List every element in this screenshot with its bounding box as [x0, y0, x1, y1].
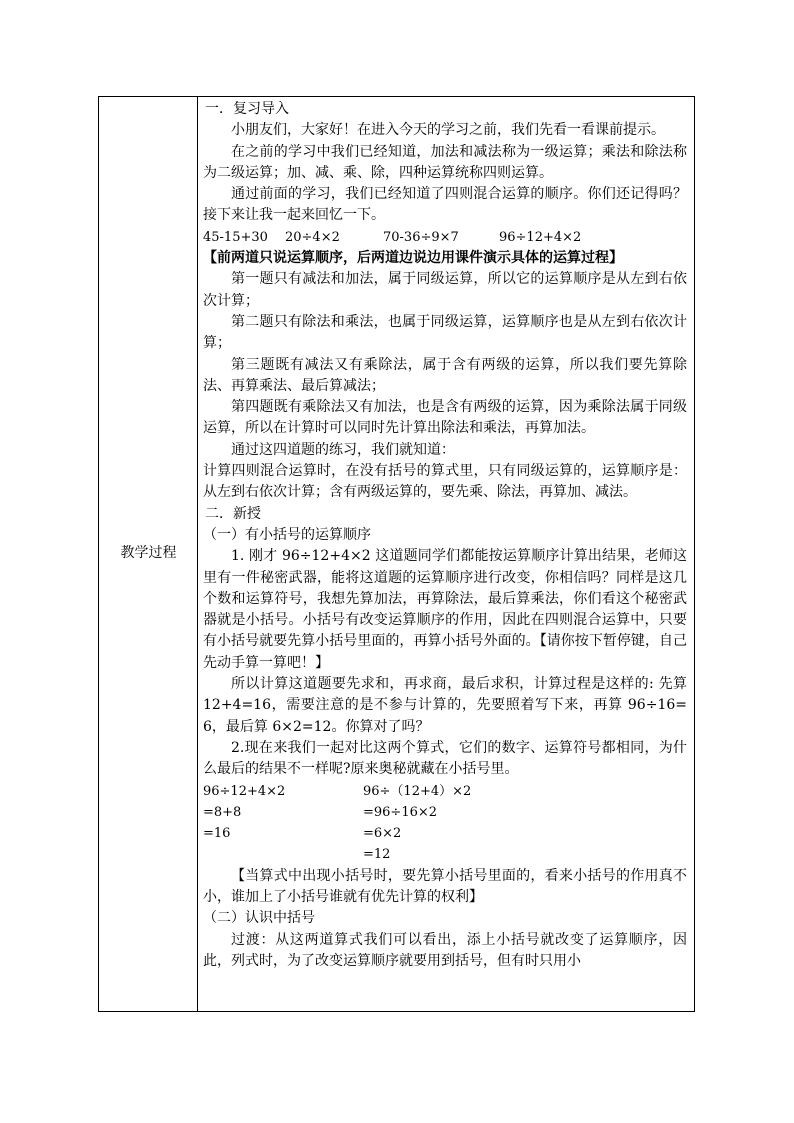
calc-step-left: =8+8 [203, 804, 242, 820]
calc-row [203, 802, 687, 823]
paragraph: 第二题只有除法和乘法，也属于同级运算，运算顺序也是从左到右依次计算； [203, 313, 687, 352]
calc-row [203, 781, 687, 802]
calc-step-right: =96÷16×2 [363, 804, 438, 820]
calc-step-left: =16 [203, 826, 231, 842]
paragraph: 所以计算这道题要先求和，再求商，最后求积，计算过程是这样的: 先算 12+4=16，需要注意的是不参与计算的，先要照着写下来，再算 96÷16=6，最后算 6×2=12。你算对了吗？ [203, 676, 687, 735]
paragraph: 过渡：从这两道算式我们可以看出，添上小括号就改变了运算顺序，因此，列式时，为了改变运算顺序就要用到括号，但有时只用小 [203, 931, 687, 969]
paragraph: 第四题既有乘除法又有加法，也是含有两级的运算，因为乘除法属于同级运算，所以在计算时可以同时先计算出除法和乘法，再算加法。 [203, 399, 687, 437]
content-cell [203, 99, 687, 972]
paragraph: 计算四则混合运算时，在没有括号的算式里，只有同级运算的，运算顺序是：从左到右依次计算；含有两级运算的，要先乘、除法，再算加、减法。 [203, 463, 687, 501]
review-section [203, 99, 687, 227]
label-cell [99, 97, 198, 1011]
calc-step-right: 96÷（12+4）×2 [363, 783, 472, 799]
paragraph: （二）认识中括号 [203, 910, 315, 927]
paragraph: 小朋友们，大家好！在进入今天的学习之前，我们先看一看课前提示。 [231, 122, 665, 139]
calc-step-right: =12 [363, 847, 391, 863]
paragraph: 通过前面的学习，我们已经知道了四则混合运算的顺序。你们还记得吗？接下来让我一起来回忆一下。 [203, 186, 687, 224]
bracket-section [203, 866, 687, 972]
calc-step-left [203, 844, 363, 865]
calc-step-right: =6×2 [363, 826, 402, 842]
paragraph: 1. 刚才 96÷12+4×2 这道题同学们都能按运算顺序计算出结果，老师这里有一件秘密武器，能将这道题的运算顺序进行改变，你相信吗？同样是这几个数和运算符号，我想先算加法，再算除法，最后算乘法，你们看这个秘密武器就是小括号。小括号有改变运算顺序的作用，因此在四则混合运算中，只要有小括号就要先算小括号里面的，再算小括号外面的。【请你按下暂停键，自己先动手算一算吧！】 [203, 548, 687, 671]
section-label: 教学过程 [120, 545, 177, 561]
review-expr: 45-15+30 [203, 229, 268, 245]
paragraph: 2.现在来我们一起对比这两个算式，它们的数字、运算符号都相同，为什么最后的结果不一样呢?原来奥秘就藏在小括号里。 [203, 739, 687, 778]
paragraph: 【当算式中出现小括号时，要先算小括号里面的，看来小括号的作用真不小，谁加上了小括号谁就有优先计算的权利】 [203, 867, 687, 905]
paragraph: 第一题只有减法和加法，属于同级运算，所以它的运算顺序是从左到右依次计算； [203, 271, 687, 309]
paragraph: 通过这四道题的练习，我们就知道： [231, 441, 455, 458]
paragraph: （一）有小括号的运算顺序 [203, 526, 371, 543]
calc-step-left: 96÷12+4×2 [203, 783, 286, 799]
calc-row [203, 844, 687, 865]
calculation-comparison [203, 781, 687, 866]
calc-row [203, 823, 687, 844]
review-expr: 96÷12+4×2 [499, 229, 582, 245]
paragraph: 二．新授 [205, 505, 261, 522]
explanation-section [203, 248, 687, 780]
paragraph: 第三题既有减法又有乘除法，属于含有两级的运算，所以我们要先算除法、再算乘法、最后算减法； [203, 356, 687, 394]
paragraph: 【前两道只说运算顺序，后两道边说边用课件演示具体的运算过程】 [203, 250, 623, 267]
review-expressions [203, 227, 687, 248]
review-expr: 20÷4×2 [285, 229, 340, 245]
lesson-table [98, 96, 695, 1012]
paragraph: 一．复习导入 [205, 101, 289, 117]
review-expr: 70-36÷9×7 [383, 229, 459, 245]
paragraph: 在之前的学习中我们已经知道，加法和减法称为一级运算；乘法和除法称为二级运算；加、减、乘、除，四种运算统称四则运算。 [203, 143, 687, 181]
